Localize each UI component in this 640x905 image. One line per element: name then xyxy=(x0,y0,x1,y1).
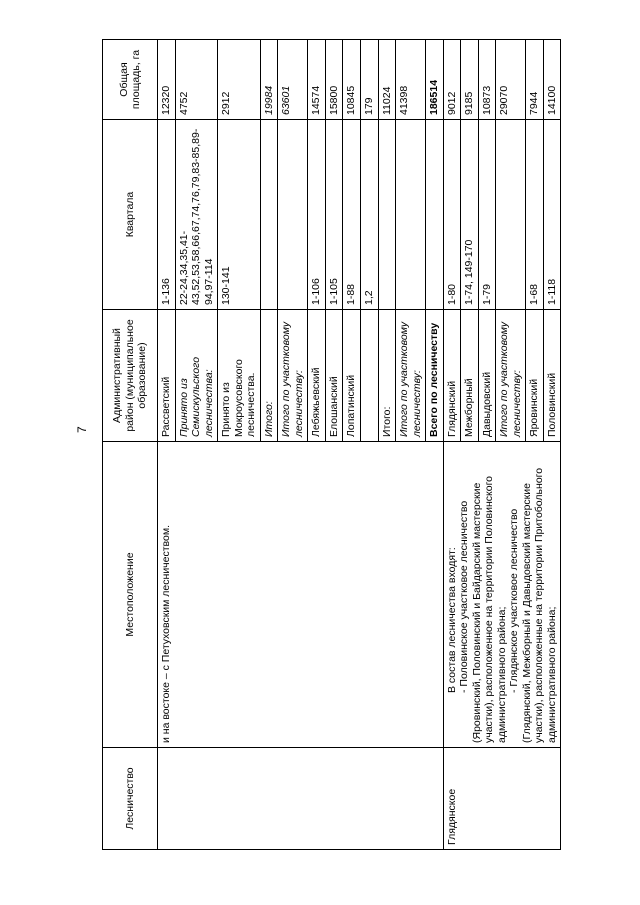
quarters-cell: 1-105 xyxy=(325,120,343,310)
district-cell: Всего по лесничеству xyxy=(426,310,444,442)
section1-location-text: и на востоке – с Петуховским лесничеством. xyxy=(160,525,172,743)
area-cell: 9012 xyxy=(443,40,461,120)
page-number: 7 xyxy=(75,426,89,433)
area-cell: 12320 xyxy=(158,40,176,120)
header-forestry: Лесничество xyxy=(103,748,158,850)
quarters-cell: 1-74, 149-170 xyxy=(461,120,479,310)
district-cell: Итого: xyxy=(260,310,278,442)
section1-forestry-cell xyxy=(158,748,444,850)
area-cell: 9185 xyxy=(461,40,479,120)
quarters-cell: 1-106 xyxy=(308,120,326,310)
area-cell: 2912 xyxy=(218,40,261,120)
quarters-cell xyxy=(260,120,278,310)
location-line: В состав лесничества входят: xyxy=(445,547,458,693)
quarters-cell: 1,2 xyxy=(360,120,378,310)
quarters-cell: 1-79 xyxy=(478,120,496,310)
district-cell: Давыдовский xyxy=(478,310,496,442)
district-cell: Елошанский xyxy=(325,310,343,442)
header-row xyxy=(103,40,158,850)
district-cell: Яровинский xyxy=(526,310,544,442)
quarters-cell: 1-88 xyxy=(343,120,361,310)
area-cell: 10873 xyxy=(478,40,496,120)
table-row xyxy=(158,40,176,850)
area-cell: 29070 xyxy=(496,40,526,120)
area-cell: 19984 xyxy=(260,40,278,120)
district-cell: Половинский xyxy=(543,310,561,442)
district-cell: Итого по участковому лесничеству: xyxy=(396,310,426,442)
quarters-cell: 1-136 xyxy=(158,120,176,310)
quarters-cell xyxy=(378,120,396,310)
quarters-cell: 1-68 xyxy=(526,120,544,310)
area-cell: 63601 xyxy=(278,40,308,120)
district-cell: Рассветский xyxy=(158,310,176,442)
district-cell: Межборный xyxy=(461,310,479,442)
section1-location-cell xyxy=(158,442,444,748)
quarters-cell xyxy=(396,120,426,310)
district-cell: Принято из Мокроусовского лесничества. xyxy=(218,310,261,442)
header-total-area: Общая площадь, га xyxy=(103,40,158,120)
header-quarters: Квартала xyxy=(103,120,158,310)
header-location: Местоположение xyxy=(103,442,158,748)
area-cell: 15800 xyxy=(325,40,343,120)
district-cell: Итого по участковому лесничеству: xyxy=(278,310,308,442)
area-cell: 11024 xyxy=(378,40,396,120)
forestry-table xyxy=(102,39,561,850)
district-cell: Итого по участковому лесничеству: xyxy=(496,310,526,442)
section2-forestry-cell: Глядянское xyxy=(443,748,561,850)
area-cell: 4752 xyxy=(175,40,218,120)
district-cell: Итого: xyxy=(378,310,396,442)
quarters-cell xyxy=(278,120,308,310)
area-cell: 186514 xyxy=(426,40,444,120)
quarters-cell: 1-80 xyxy=(443,120,461,310)
district-cell: Принято из Семискульского лесничества: xyxy=(175,310,218,442)
area-cell: 179 xyxy=(360,40,378,120)
location-line: - Половинское участковое лесничество (Яровинский, Половинский и Байдарский мастерские участки), расположенное на территории Половинского административного района; xyxy=(458,475,508,743)
district-cell: Глядянский xyxy=(443,310,461,442)
area-cell: 7944 xyxy=(526,40,544,120)
section2-location-cell xyxy=(443,442,561,748)
quarters-cell xyxy=(426,120,444,310)
quarters-cell xyxy=(496,120,526,310)
quarters-cell: 1-118 xyxy=(543,120,561,310)
district-cell xyxy=(360,310,378,442)
area-cell: 14574 xyxy=(308,40,326,120)
rotated-page-content xyxy=(102,40,597,850)
quarters-cell: 130-141 xyxy=(218,120,261,310)
area-cell: 10845 xyxy=(343,40,361,120)
district-cell: Лопатинский xyxy=(343,310,361,442)
location-line: - Глядянское участковое лесничество (Глядянский, Межборный и Давыдовский мастерские участки), расположенные на территории Притобольного административного района; xyxy=(508,467,558,743)
table-row xyxy=(443,40,461,850)
area-cell: 41398 xyxy=(396,40,426,120)
district-cell: Лебяжьевский xyxy=(308,310,326,442)
header-admin-district: Административный район (муниципальное образование) xyxy=(103,310,158,442)
quarters-cell: 22-24,34,35,41-43,52,53,58,66,67,74,76,79,83-85,89-94,97-114 xyxy=(175,120,218,310)
area-cell: 14100 xyxy=(543,40,561,120)
